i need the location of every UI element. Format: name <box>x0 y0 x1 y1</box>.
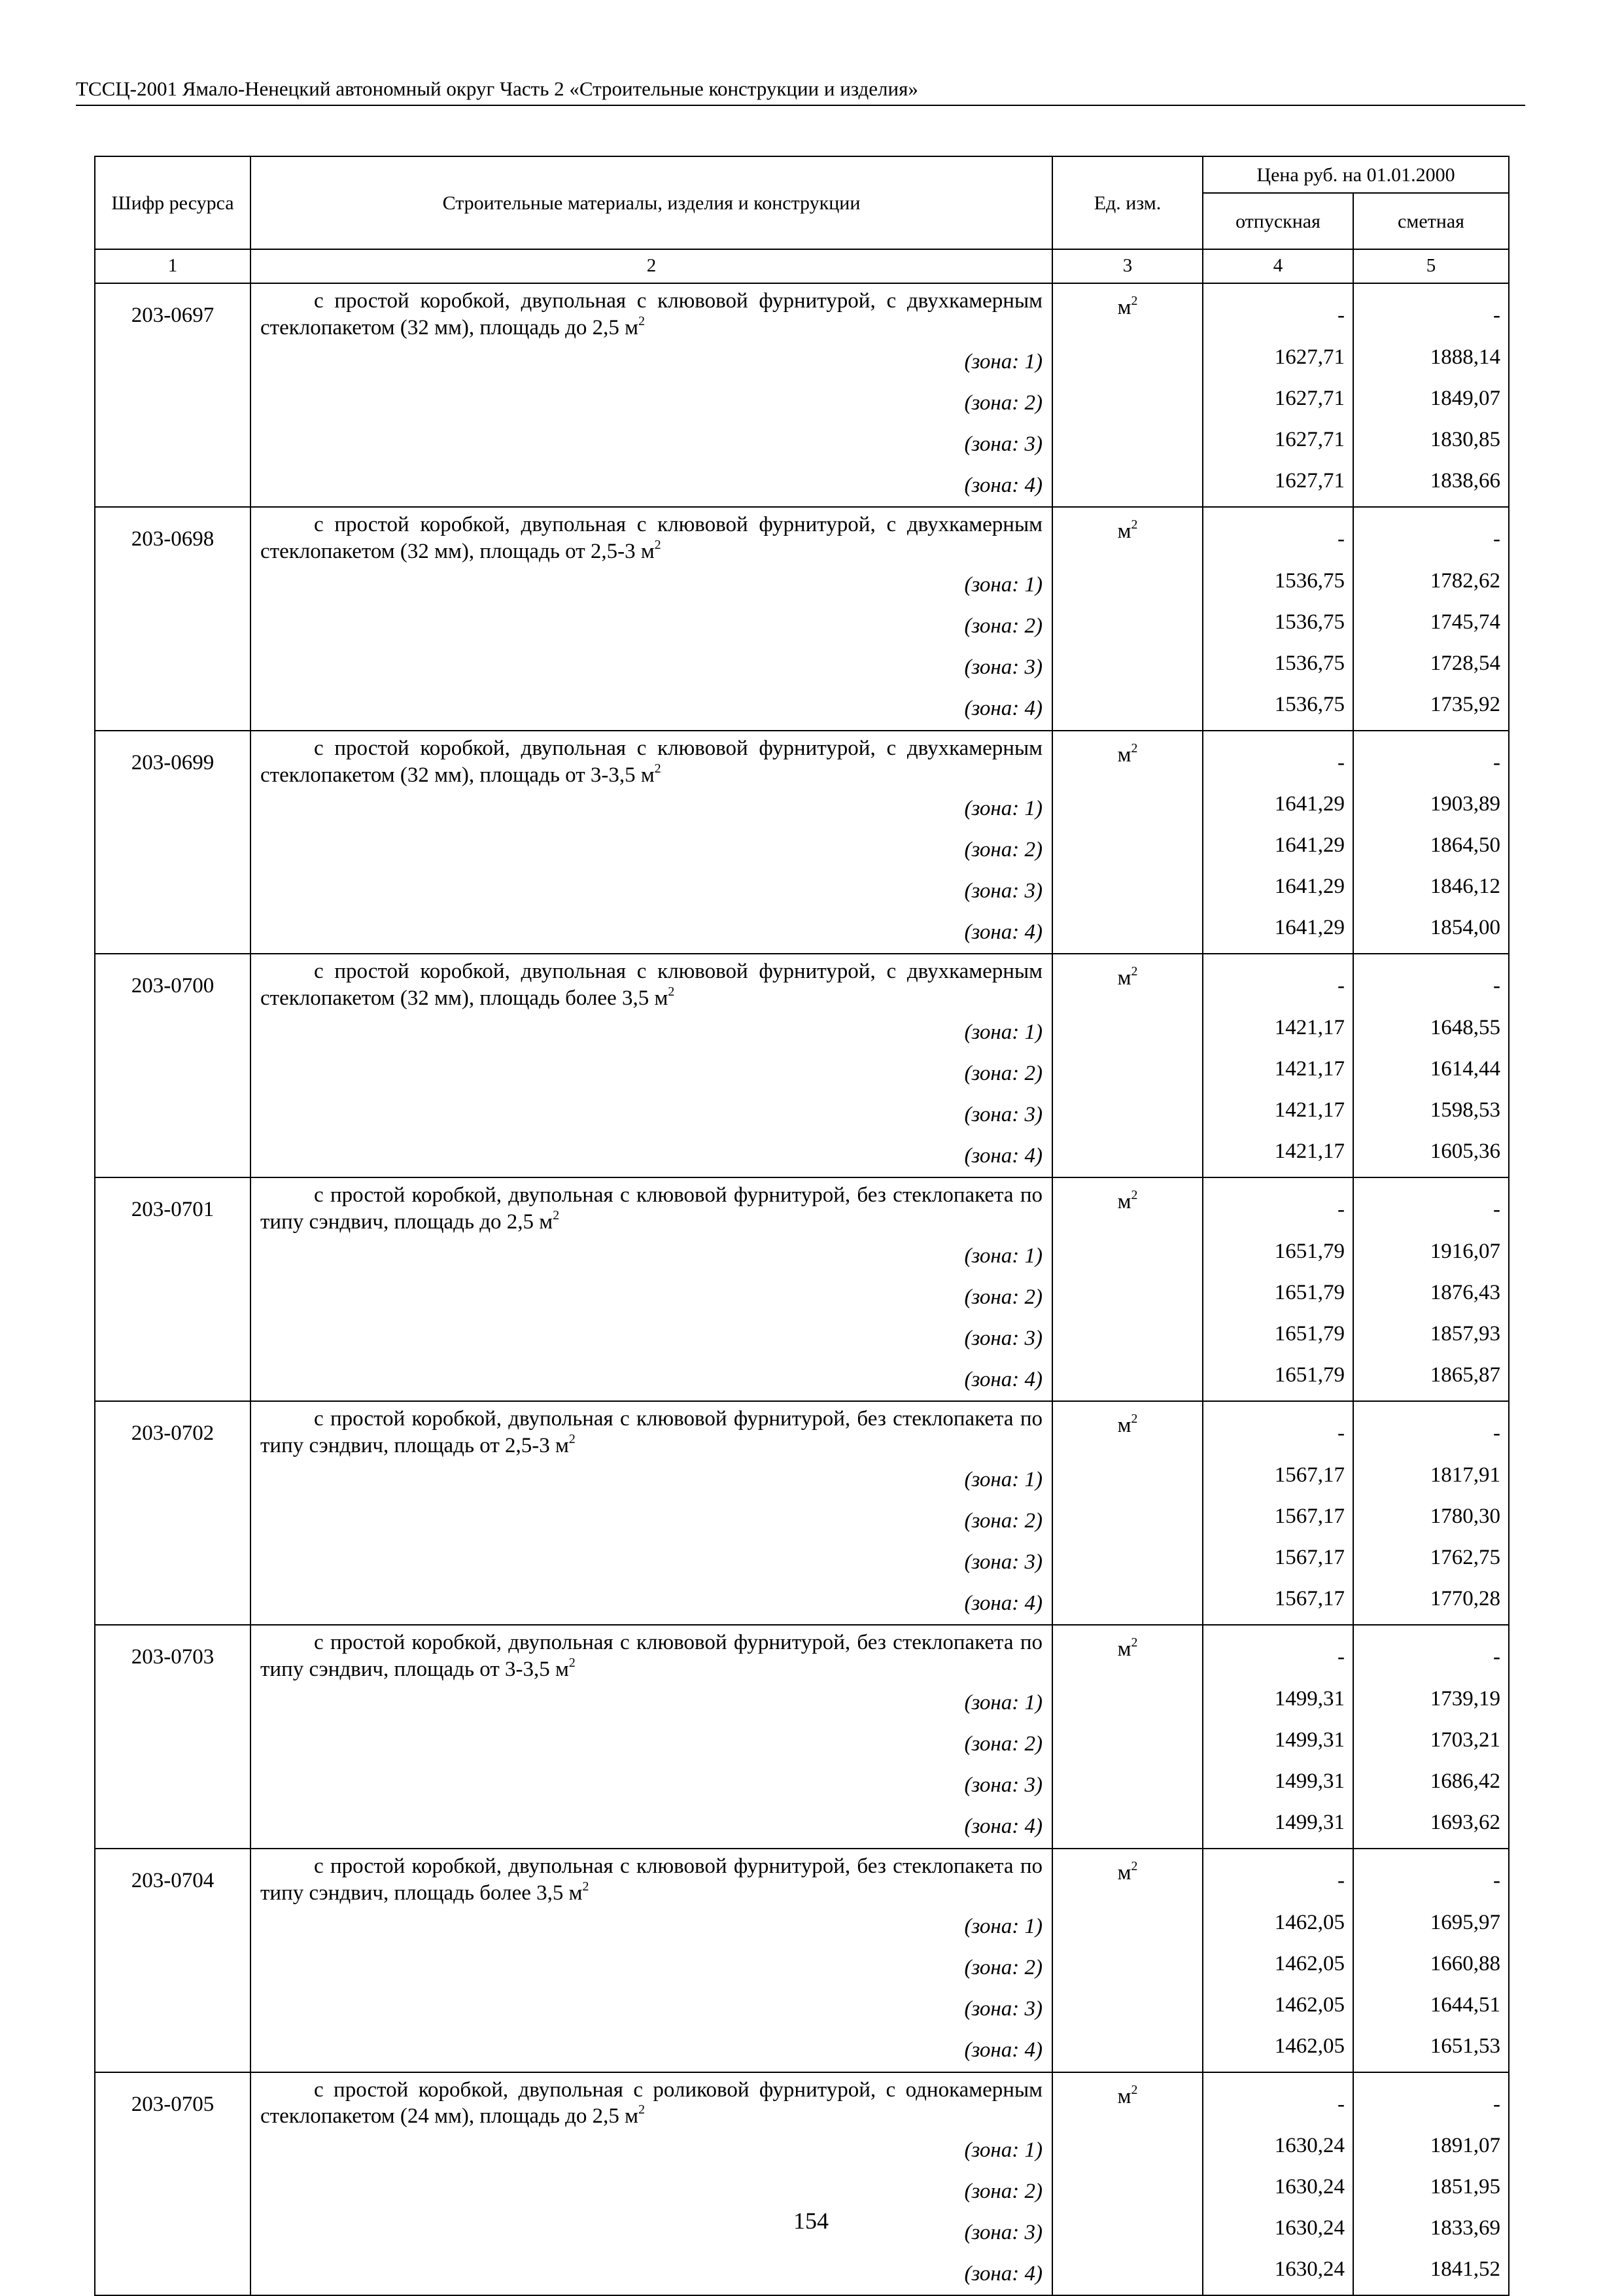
zone-row <box>95 1053 1509 1094</box>
column-header-code: Шифр ресурса <box>95 156 250 249</box>
estimate-price: - <box>1353 1401 1509 1459</box>
zone-unit-empty <box>1052 2130 1203 2171</box>
zone-release-price: 1630,24 <box>1203 2253 1353 2295</box>
zone-unit-empty <box>1052 1765 1203 1807</box>
zone-unit-empty <box>1052 1683 1203 1724</box>
zone-label: (зона: 2) <box>250 829 1052 871</box>
resource-description-text: с простой коробкой, двупольная с роликовой фурнитурой, с однокамерным стеклопакетом (24 мм), площадь до 2,5 м <box>260 2078 1043 2129</box>
zone-estimate-price: 1648,55 <box>1353 1012 1509 1053</box>
zone-release-price: 1651,79 <box>1203 1277 1353 1318</box>
unit-superscript: 2 <box>1131 1635 1138 1650</box>
unit-superscript: 2 <box>654 537 661 552</box>
zone-estimate-price: 1833,69 <box>1353 2212 1509 2253</box>
zone-row <box>95 465 1509 507</box>
zone-label: (зона: 1) <box>250 1236 1052 1277</box>
zone-row <box>95 383 1509 424</box>
zone-row <box>95 2253 1509 2295</box>
zone-estimate-price: 1780,30 <box>1353 1501 1509 1542</box>
zone-estimate-price: 1693,62 <box>1353 1807 1509 1849</box>
resource-description <box>250 1177 1052 1236</box>
resource-price-table <box>94 156 1510 2296</box>
zone-estimate-price: 1728,54 <box>1353 648 1509 689</box>
unit-superscript: 2 <box>1131 740 1138 756</box>
zone-label: (зона: 3) <box>250 2212 1052 2253</box>
zone-label: (зона: 4) <box>250 912 1052 954</box>
zone-row <box>95 1318 1509 1359</box>
resource-code: 203-0704 <box>95 1849 250 2072</box>
zone-release-price: 1462,05 <box>1203 1948 1353 1989</box>
zone-row <box>95 1012 1509 1053</box>
zone-release-price: 1627,71 <box>1203 465 1353 507</box>
resource-description-text: с простой коробкой, двупольная с клювовой фурнитурой, с двухкамерным стеклопакетом (32 мм), площадь от 3-3,5 м <box>260 736 1043 787</box>
resource-row <box>95 2072 1509 2131</box>
zone-unit-empty <box>1052 1907 1203 1948</box>
zone-release-price: 1499,31 <box>1203 1807 1353 1849</box>
zone-estimate-price: 1903,89 <box>1353 788 1509 829</box>
resource-description <box>250 283 1052 341</box>
zone-label: (зона: 3) <box>250 1318 1052 1359</box>
zone-unit-empty <box>1052 465 1203 507</box>
unit-superscript: 2 <box>582 1879 589 1894</box>
release-price: - <box>1203 283 1353 341</box>
zone-unit-empty <box>1052 424 1203 465</box>
zone-label: (зона: 2) <box>250 383 1052 424</box>
zone-estimate-price: 1703,21 <box>1353 1724 1509 1765</box>
zone-row <box>95 1683 1509 1724</box>
page-number: 154 <box>793 2208 829 2234</box>
header-rule <box>76 105 1525 106</box>
zone-release-price: 1421,17 <box>1203 1094 1353 1136</box>
zone-label: (зона: 1) <box>250 565 1052 606</box>
unit-superscript: 2 <box>1131 1412 1138 1427</box>
unit-superscript: 2 <box>1131 294 1138 309</box>
zone-label: (зона: 3) <box>250 1542 1052 1583</box>
unit-superscript: 2 <box>1131 517 1138 532</box>
zone-label: (зона: 3) <box>250 648 1052 689</box>
zone-label: (зона: 1) <box>250 788 1052 829</box>
resource-unit: $м^2$ <box>1052 1177 1203 1236</box>
resource-row <box>95 1625 1509 1683</box>
unit-superscript: 2 <box>668 984 675 1000</box>
zone-label: (зона: 2) <box>250 1277 1052 1318</box>
zone-row <box>95 689 1509 731</box>
resource-row <box>95 1849 1509 1907</box>
resource-code: 203-0702 <box>95 1401 250 1625</box>
zone-release-price: 1462,05 <box>1203 1907 1353 1948</box>
zone-label: (зона: 4) <box>250 2253 1052 2295</box>
zone-release-price: 1499,31 <box>1203 1683 1353 1724</box>
zone-release-price: 1641,29 <box>1203 912 1353 954</box>
zone-release-price: 1421,17 <box>1203 1053 1353 1094</box>
zone-estimate-price: 1598,53 <box>1353 1094 1509 1136</box>
zone-release-price: 1536,75 <box>1203 606 1353 648</box>
resource-description <box>250 1401 1052 1459</box>
zone-label: (зона: 2) <box>250 606 1052 648</box>
resource-description-text: с простой коробкой, двупольная с клювовой фурнитурой, с двухкамерным стеклопакетом (32 мм), площадь до 2,5 м <box>260 289 1043 339</box>
zone-row <box>95 1459 1509 1501</box>
zone-label: (зона: 2) <box>250 1053 1052 1094</box>
resource-row <box>95 507 1509 565</box>
column-header-unit: Ед. изм. <box>1052 156 1203 249</box>
estimate-price: - <box>1353 2072 1509 2131</box>
zone-estimate-price: 1817,91 <box>1353 1459 1509 1501</box>
zone-label: (зона: 1) <box>250 341 1052 383</box>
column-number: 2 <box>250 249 1052 283</box>
release-price: - <box>1203 731 1353 789</box>
zone-unit-empty <box>1052 648 1203 689</box>
unit-superscript: 2 <box>553 1208 560 1223</box>
resource-description <box>250 1625 1052 1683</box>
zone-estimate-price: 1854,00 <box>1353 912 1509 954</box>
zone-label: (зона: 1) <box>250 1907 1052 1948</box>
zone-row <box>95 1724 1509 1765</box>
estimate-price: - <box>1353 283 1509 341</box>
zone-unit-empty <box>1052 1053 1203 1094</box>
zone-release-price: 1630,24 <box>1203 2130 1353 2171</box>
zone-row <box>95 1277 1509 1318</box>
zone-label: (зона: 4) <box>250 1583 1052 1625</box>
zone-release-price: 1421,17 <box>1203 1012 1353 1053</box>
zone-unit-empty <box>1052 1542 1203 1583</box>
zone-estimate-price: 1849,07 <box>1353 383 1509 424</box>
zone-label: (зона: 2) <box>250 1724 1052 1765</box>
zone-unit-empty <box>1052 2171 1203 2212</box>
zone-estimate-price: 1614,44 <box>1353 1053 1509 1094</box>
resource-code: 203-0700 <box>95 954 250 1177</box>
unit-superscript: 2 <box>568 1655 576 1670</box>
zone-estimate-price: 1876,43 <box>1353 1277 1509 1318</box>
resource-unit: $м^2$ <box>1052 1849 1203 1907</box>
resource-code: 203-0697 <box>95 283 250 507</box>
zone-row <box>95 341 1509 383</box>
resource-unit: $м^2$ <box>1052 731 1203 789</box>
zone-unit-empty <box>1052 383 1203 424</box>
zone-label: (зона: 4) <box>250 1359 1052 1401</box>
zone-release-price: 1641,29 <box>1203 829 1353 871</box>
resource-code: 203-0705 <box>95 2072 250 2296</box>
zone-estimate-price: 1745,74 <box>1353 606 1509 648</box>
zone-label: (зона: 1) <box>250 1683 1052 1724</box>
zone-unit-empty <box>1052 1989 1203 2030</box>
zone-unit-empty <box>1052 689 1203 731</box>
zone-estimate-price: 1686,42 <box>1353 1765 1509 1807</box>
zone-unit-empty <box>1052 2030 1203 2072</box>
zone-release-price: 1567,17 <box>1203 1501 1353 1542</box>
resource-description <box>250 2072 1052 2131</box>
zone-label: (зона: 4) <box>250 2030 1052 2072</box>
zone-row <box>95 1236 1509 1277</box>
resource-unit: $м^2$ <box>1052 1401 1203 1459</box>
zone-unit-empty <box>1052 1277 1203 1318</box>
resource-code: 203-0703 <box>95 1625 250 1849</box>
zone-release-price: 1651,79 <box>1203 1318 1353 1359</box>
release-price: - <box>1203 1849 1353 1907</box>
zone-release-price: 1641,29 <box>1203 788 1353 829</box>
zone-estimate-price: 1841,52 <box>1353 2253 1509 2295</box>
release-price: - <box>1203 1177 1353 1236</box>
zone-release-price: 1499,31 <box>1203 1724 1353 1765</box>
zone-row <box>95 1136 1509 1177</box>
zone-row <box>95 565 1509 606</box>
unit-superscript: 2 <box>1131 2082 1138 2097</box>
zone-unit-empty <box>1052 912 1203 954</box>
zone-row <box>95 1542 1509 1583</box>
release-price: - <box>1203 1401 1353 1459</box>
zone-estimate-price: 1864,50 <box>1353 829 1509 871</box>
zone-label: (зона: 3) <box>250 1989 1052 2030</box>
zone-release-price: 1462,05 <box>1203 1989 1353 2030</box>
unit-superscript: 2 <box>1131 1188 1138 1203</box>
unit-superscript: 2 <box>1131 1858 1138 1873</box>
resource-unit: $м^2$ <box>1052 954 1203 1012</box>
zone-release-price: 1627,71 <box>1203 341 1353 383</box>
zone-release-price: 1567,17 <box>1203 1583 1353 1625</box>
zone-estimate-price: 1660,88 <box>1353 1948 1509 1989</box>
resource-unit: $м^2$ <box>1052 2072 1203 2131</box>
zone-estimate-price: 1739,19 <box>1353 1683 1509 1724</box>
resource-row <box>95 1177 1509 1236</box>
zone-unit-empty <box>1052 1359 1203 1401</box>
zone-unit-empty <box>1052 2253 1203 2295</box>
zone-release-price: 1627,71 <box>1203 424 1353 465</box>
zone-unit-empty <box>1052 829 1203 871</box>
zone-row <box>95 788 1509 829</box>
zone-unit-empty <box>1052 606 1203 648</box>
zone-unit-empty <box>1052 1459 1203 1501</box>
zone-estimate-price: 1651,53 <box>1353 2030 1509 2072</box>
column-number: 3 <box>1052 249 1203 283</box>
zone-unit-empty <box>1052 1807 1203 1849</box>
unit-superscript: 2 <box>568 1432 576 1447</box>
resource-description-text: с простой коробкой, двупольная с клювовой фурнитурой, с двухкамерным стеклопакетом (32 мм), площадь более 3,5 м <box>260 960 1043 1011</box>
column-number: 5 <box>1353 249 1509 283</box>
resource-description-text: с простой коробкой, двупольная с клювовой фурнитурой, без стеклопакета по типу сэндвич, площадь от 2,5-3 м <box>260 1407 1043 1457</box>
zone-label: (зона: 3) <box>250 871 1052 912</box>
resource-code: 203-0699 <box>95 731 250 954</box>
resource-description-text: с простой коробкой, двупольная с клювовой фурнитурой, без стеклопакета по типу сэндвич, площадь от 3-3,5 м <box>260 1630 1043 1681</box>
resource-code: 203-0701 <box>95 1177 250 1401</box>
zone-unit-empty <box>1052 788 1203 829</box>
resource-unit: $м^2$ <box>1052 507 1203 565</box>
zone-release-price: 1651,79 <box>1203 1236 1353 1277</box>
zone-release-price: 1651,79 <box>1203 1359 1353 1401</box>
zone-row <box>95 1583 1509 1625</box>
zone-unit-empty <box>1052 1236 1203 1277</box>
resource-description <box>250 1849 1052 1907</box>
column-header-estimate-price: сметная <box>1353 193 1509 249</box>
zone-row <box>95 1501 1509 1542</box>
column-header-name: Строительные материалы, изделия и конструкции <box>250 156 1052 249</box>
resource-description-text: с простой коробкой, двупольная с клювовой фурнитурой, с двухкамерным стеклопакетом (32 мм), площадь от 2,5-3 м <box>260 512 1043 563</box>
zone-release-price: 1421,17 <box>1203 1136 1353 1177</box>
resource-description <box>250 731 1052 789</box>
zone-unit-empty <box>1052 341 1203 383</box>
zone-estimate-price: 1605,36 <box>1353 1136 1509 1177</box>
estimate-price: - <box>1353 1625 1509 1683</box>
zone-release-price: 1462,05 <box>1203 2030 1353 2072</box>
zone-estimate-price: 1644,51 <box>1353 1989 1509 2030</box>
zone-label: (зона: 1) <box>250 1012 1052 1053</box>
zone-unit-empty <box>1052 1136 1203 1177</box>
resource-code: 203-0698 <box>95 507 250 731</box>
zone-row <box>95 2171 1509 2212</box>
resource-unit: $м^2$ <box>1052 283 1203 341</box>
zone-row <box>95 606 1509 648</box>
zone-estimate-price: 1770,28 <box>1353 1583 1509 1625</box>
zone-estimate-price: 1891,07 <box>1353 2130 1509 2171</box>
zone-label: (зона: 1) <box>250 2130 1052 2171</box>
unit-superscript: 2 <box>1131 964 1138 979</box>
zone-row <box>95 2130 1509 2171</box>
release-price: - <box>1203 1625 1353 1683</box>
table-body <box>95 283 1509 2295</box>
zone-label: (зона: 3) <box>250 1094 1052 1136</box>
column-number: 1 <box>95 249 250 283</box>
unit-superscript: 2 <box>638 314 645 329</box>
zone-release-price: 1536,75 <box>1203 565 1353 606</box>
zone-row <box>95 1765 1509 1807</box>
estimate-price: - <box>1353 954 1509 1012</box>
resource-description <box>250 507 1052 565</box>
zone-release-price: 1627,71 <box>1203 383 1353 424</box>
zone-label: (зона: 2) <box>250 1501 1052 1542</box>
zone-unit-empty <box>1052 1318 1203 1359</box>
zone-release-price: 1536,75 <box>1203 689 1353 731</box>
zone-label: (зона: 4) <box>250 1807 1052 1849</box>
zone-row <box>95 424 1509 465</box>
estimate-price: - <box>1353 507 1509 565</box>
zone-estimate-price: 1888,14 <box>1353 341 1509 383</box>
column-header-release-price: отпускная <box>1203 193 1353 249</box>
zone-unit-empty <box>1052 1724 1203 1765</box>
zone-estimate-price: 1846,12 <box>1353 871 1509 912</box>
zone-label: (зона: 1) <box>250 1459 1052 1501</box>
unit-superscript: 2 <box>654 761 661 776</box>
resource-description <box>250 954 1052 1012</box>
zone-row <box>95 2030 1509 2072</box>
zone-estimate-price: 1830,85 <box>1353 424 1509 465</box>
zone-estimate-price: 1916,07 <box>1353 1236 1509 1277</box>
zone-row <box>95 1359 1509 1401</box>
document-header-title: ТССЦ-2001 Ямало-Ненецкий автономный округ Часть 2 «Строительные конструкции и изделия» <box>76 77 918 100</box>
zone-estimate-price: 1782,62 <box>1353 565 1509 606</box>
zone-release-price: 1499,31 <box>1203 1765 1353 1807</box>
zone-row <box>95 829 1509 871</box>
zone-unit-empty <box>1052 565 1203 606</box>
zone-label: (зона: 3) <box>250 424 1052 465</box>
release-price: - <box>1203 507 1353 565</box>
zone-estimate-price: 1851,95 <box>1353 2171 1509 2212</box>
zone-release-price: 1567,17 <box>1203 1542 1353 1583</box>
zone-estimate-price: 1838,66 <box>1353 465 1509 507</box>
zone-row <box>95 648 1509 689</box>
zone-unit-empty <box>1052 1094 1203 1136</box>
estimate-price: - <box>1353 1849 1509 1907</box>
zone-row <box>95 912 1509 954</box>
zone-release-price: 1536,75 <box>1203 648 1353 689</box>
release-price: - <box>1203 954 1353 1012</box>
zone-label: (зона: 3) <box>250 1765 1052 1807</box>
resource-description-text: с простой коробкой, двупольная с клювовой фурнитурой, без стеклопакета по типу сэндвич, площадь до 2,5 м <box>260 1183 1043 1234</box>
zone-row <box>95 1907 1509 1948</box>
resource-row <box>95 283 1509 341</box>
release-price: - <box>1203 2072 1353 2131</box>
zone-row <box>95 1807 1509 1849</box>
zone-estimate-price: 1762,75 <box>1353 1542 1509 1583</box>
zone-estimate-price: 1695,97 <box>1353 1907 1509 1948</box>
column-number: 4 <box>1203 249 1353 283</box>
zone-estimate-price: 1857,93 <box>1353 1318 1509 1359</box>
zone-release-price: 1630,24 <box>1203 2212 1353 2253</box>
zone-unit-empty <box>1052 1583 1203 1625</box>
zone-label: (зона: 4) <box>250 1136 1052 1177</box>
zone-label: (зона: 4) <box>250 689 1052 731</box>
zone-release-price: 1641,29 <box>1203 871 1353 912</box>
zone-label: (зона: 2) <box>250 1948 1052 1989</box>
unit-superscript: 2 <box>638 2102 645 2117</box>
column-header-price: Цена руб. на 01.01.2000 <box>1203 156 1509 193</box>
zone-unit-empty <box>1052 871 1203 912</box>
zone-row <box>95 871 1509 912</box>
zone-estimate-price: 1735,92 <box>1353 689 1509 731</box>
zone-label: (зона: 4) <box>250 465 1052 507</box>
zone-release-price: 1567,17 <box>1203 1459 1353 1501</box>
resource-row <box>95 1401 1509 1459</box>
zone-unit-empty <box>1052 1501 1203 1542</box>
resource-row <box>95 954 1509 1012</box>
zone-row <box>95 1989 1509 2030</box>
estimate-price: - <box>1353 731 1509 789</box>
resource-row <box>95 731 1509 789</box>
zone-row <box>95 1948 1509 1989</box>
zone-label: (зона: 2) <box>250 2171 1052 2212</box>
zone-unit-empty <box>1052 1012 1203 1053</box>
zone-unit-empty <box>1052 1948 1203 1989</box>
zone-row <box>95 1094 1509 1136</box>
zone-estimate-price: 1865,87 <box>1353 1359 1509 1401</box>
estimate-price: - <box>1353 1177 1509 1236</box>
resource-description-text: с простой коробкой, двупольная с клювовой фурнитурой, без стеклопакета по типу сэндвич, площадь более 3,5 м <box>260 1854 1043 1905</box>
resource-unit: $м^2$ <box>1052 1625 1203 1683</box>
zone-release-price: 1630,24 <box>1203 2171 1353 2212</box>
